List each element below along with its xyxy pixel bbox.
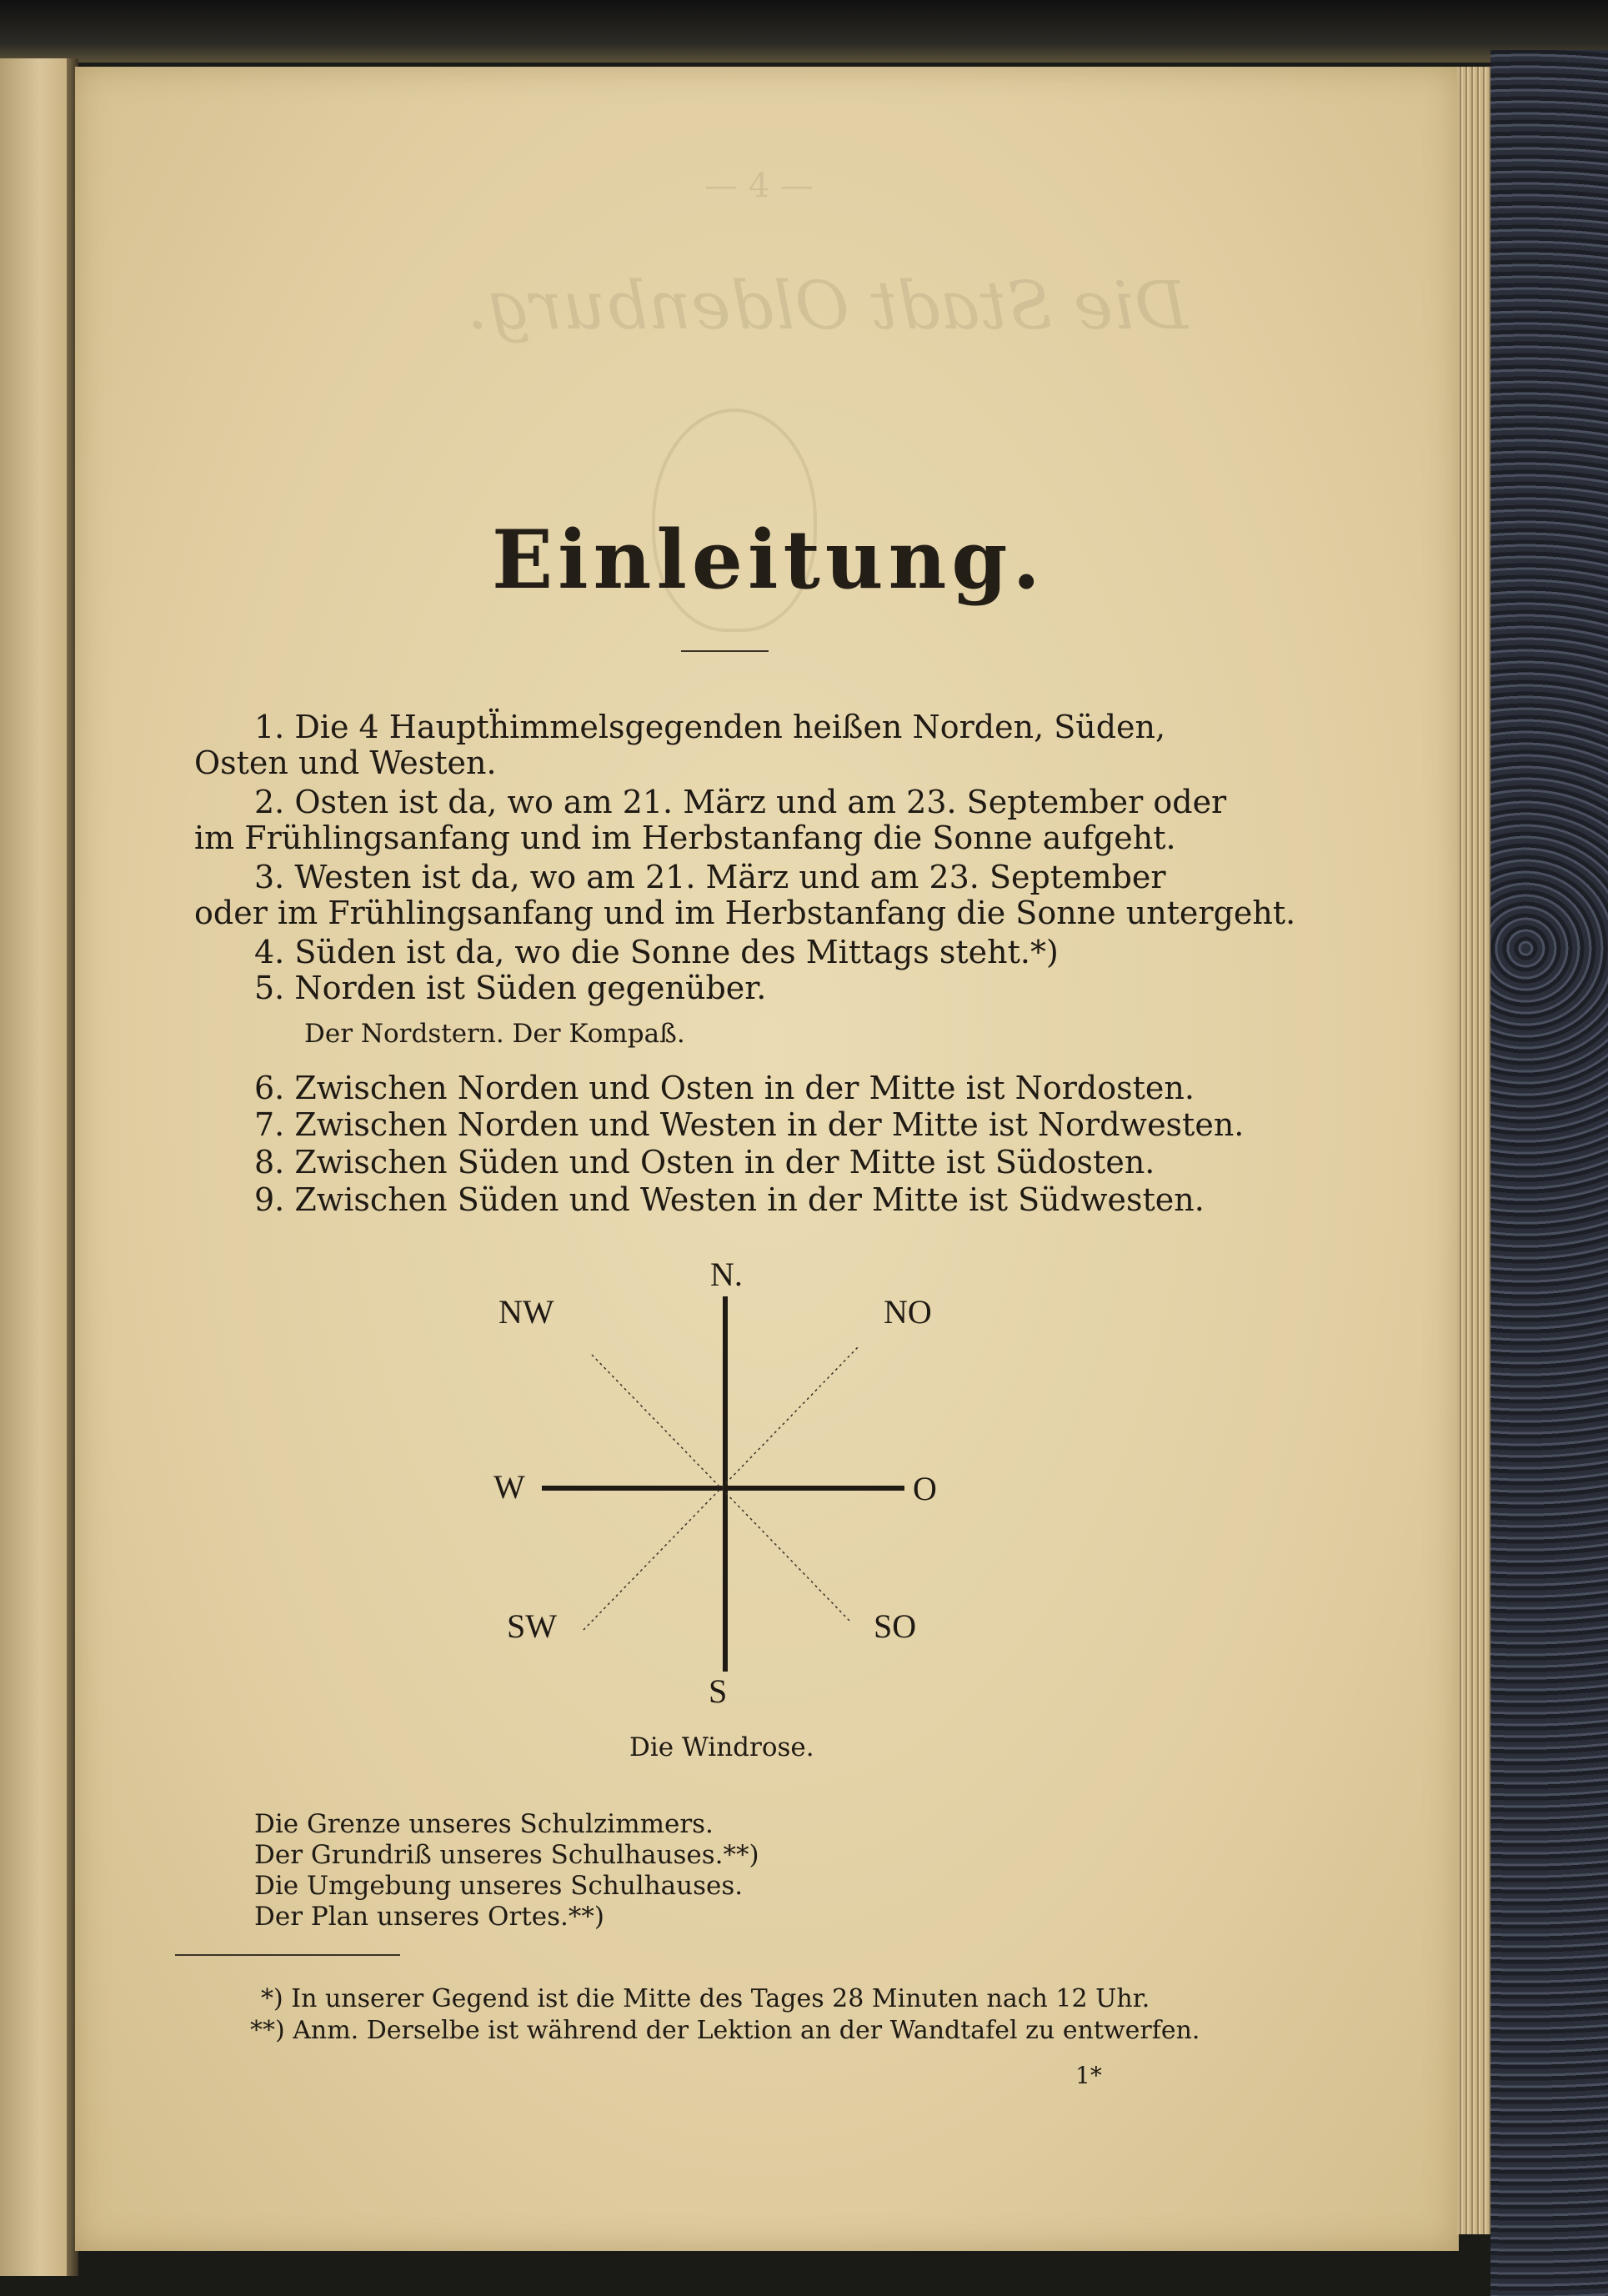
task-line: Die Umgebung unseres Schulhauses.: [254, 1871, 744, 1901]
compass-label-no: NO: [884, 1293, 932, 1331]
task-line: Der Grundriß unseres Schulhauses.**): [254, 1840, 759, 1870]
compass-label-s: S: [709, 1672, 728, 1710]
footnote-rule: [175, 1954, 400, 1956]
heading-rule: [681, 650, 769, 652]
left-page-edge: [0, 58, 67, 2276]
compass-label-n: N.: [710, 1256, 743, 1293]
statement-line: 1. Die 4 Hauptḧimmelsgegenden heißen Norden, Süden,: [254, 709, 1166, 745]
signature-mark: 1*: [1075, 2062, 1102, 2089]
compass-caption: Die Windrose.: [629, 1732, 814, 1762]
statement-line: 5. Norden ist Süden gegenüber.: [254, 970, 767, 1006]
wind-rose-diagram: [467, 1255, 967, 1722]
page-heading: Einleitung.: [492, 513, 1045, 607]
footnote: **) Anm. Derselbe ist während der Lektion an der Wandtafel zu entwerfen.: [250, 2016, 1200, 2045]
statement-line: im Frühlingsanfang und im Herbstanfang die Sonne aufgeht.: [194, 820, 1176, 856]
statement-line: Osten und Westen.: [194, 744, 497, 781]
show-through-title: Die Stadt Oldenburg.: [467, 267, 1188, 344]
statement-line: 4. Süden ist da, wo die Sonne des Mittags steht.*): [254, 934, 1059, 970]
compass-label-so: SO: [874, 1607, 917, 1645]
show-through-page-number: — 4 —: [704, 167, 814, 205]
statement-line: 2. Osten ist da, wo am 21. März und am 23. September oder: [254, 784, 1227, 820]
compass-label-w: W: [493, 1468, 525, 1506]
footnote: *) In unserer Gegend ist die Mitte des Tages 28 Minuten nach 12 Uhr.: [261, 1984, 1150, 2013]
book-cover-top: [0, 0, 1608, 63]
compass-label-o: O: [913, 1470, 937, 1507]
subline-nordstern-kompass: Der Nordstern. Der Kompaß.: [304, 1019, 685, 1049]
statement-line: 3. Westen ist da, wo am 21. März und am 23. September: [254, 859, 1166, 895]
compass-label-nw: NW: [498, 1293, 554, 1331]
statement-line: 9. Zwischen Süden und Westen in der Mitte ist Südwesten.: [254, 1181, 1205, 1218]
page-edges: [1457, 67, 1490, 2234]
book-cover-marbled: [1490, 50, 1608, 2296]
statement-line: 7. Zwischen Norden und Westen in der Mitte ist Nordwesten.: [254, 1106, 1245, 1143]
statement-line: 6. Zwischen Norden und Osten in der Mitte ist Nordosten.: [254, 1070, 1195, 1106]
statement-line: oder im Frühlingsanfang und im Herbstanfang die Sonne untergeht.: [194, 895, 1296, 931]
task-line: Die Grenze unseres Schulzimmers.: [254, 1809, 714, 1839]
task-line: Der Plan unseres Ortes.**): [254, 1902, 604, 1932]
compass-label-sw: SW: [507, 1607, 557, 1645]
statement-line: 8. Zwischen Süden und Osten in der Mitte ist Südosten.: [254, 1144, 1155, 1181]
